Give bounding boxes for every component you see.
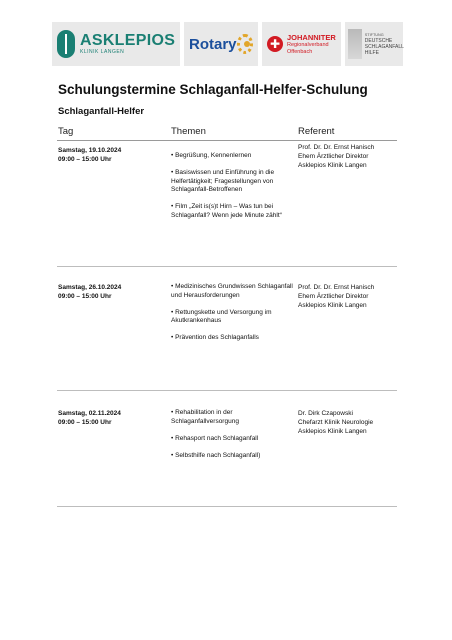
asklepios-logo <box>52 22 180 66</box>
row-divider <box>57 390 397 391</box>
column-header-referent: Referent <box>298 126 335 137</box>
topic-item: • Film „Zeit is(s)t Hirn – Was tun bei Schlaganfall? Wenn jede Minute zählt“ <box>171 203 282 219</box>
topic-item: • Rettungskette und Versorgung im Akutkrankenhaus <box>171 308 272 324</box>
stiftung-portrait-icon <box>348 29 362 59</box>
page-subtitle: Schlaganfall-Helfer <box>58 106 145 117</box>
session-referent <box>298 143 398 170</box>
referent-name: Prof. Dr. Dr. Ernst Hanisch <box>298 284 375 291</box>
rotary-logo <box>184 22 258 66</box>
johanniter-logo <box>262 22 341 66</box>
referent-clinic: Asklepios Klinik Langen <box>298 428 367 435</box>
referent-clinic: Asklepios Klinik Langen <box>298 302 367 309</box>
topic-item: • Medizinisches Grundwissen Schlaganfall und Herausforderungen <box>171 283 293 299</box>
asklepios-name: ASKLEPIOS <box>80 31 176 49</box>
rotary-wheel-icon <box>237 34 253 54</box>
session-date-cell <box>58 283 121 301</box>
page-title: Schulungstermine Schlaganfall-Helfer-Schulung <box>58 82 368 97</box>
referent-role: Chefarzt Klinik Neurologie <box>298 419 374 426</box>
stiftung-line-1: DEUTSCHE <box>364 37 393 44</box>
topic-item: • Rehasport nach Schlaganfall <box>171 434 259 442</box>
session-date: Samstag, 26.10.2024 <box>58 284 122 291</box>
asklepios-sub: KLINIK LANGEN <box>80 48 125 55</box>
session-time: 09:00 – 15:00 Uhr <box>58 419 112 426</box>
session-referent <box>298 283 398 310</box>
stiftung-line-2: SCHLAGANFALL <box>364 43 404 50</box>
row-divider <box>57 506 397 507</box>
session-topics <box>171 409 297 469</box>
session-date-cell <box>58 409 121 427</box>
session-referent <box>298 409 398 436</box>
johanniter-cross-icon: ✚ <box>267 36 283 52</box>
session-date-cell <box>58 146 121 164</box>
session-topics <box>171 283 297 351</box>
session-time: 09:00 – 15:00 Uhr <box>58 293 112 300</box>
referent-name: Prof. Dr. Dr. Ernst Hanisch <box>298 144 375 151</box>
topic-item: • Begrüßung, Kennenlernen <box>171 152 252 159</box>
session-date: Samstag, 02.11.2024 <box>58 410 121 417</box>
topic-item: • Rehabilitation in der Schlaganfallversorgung <box>171 409 239 425</box>
johanniter-name: JOHANNITER <box>287 32 336 42</box>
stiftung-logo <box>345 22 403 66</box>
session-topics <box>171 152 297 229</box>
referent-role: Ehem Ärztlicher Direktor <box>298 153 369 160</box>
table-header-divider <box>57 140 397 141</box>
referent-clinic: Asklepios Klinik Langen <box>298 162 367 169</box>
topic-item: • Basiswissen und Einführung in die Helfertätigkeit; Fragestellungen von Schlaganfall-Betroffenen <box>171 169 275 193</box>
topic-item: • Selbsthilfe nach Schlaganfall) <box>171 451 261 459</box>
stiftung-small: STIFTUNG <box>364 32 384 37</box>
column-header-themen: Themen <box>171 126 206 137</box>
asklepios-mark-icon <box>57 30 75 58</box>
logo-bar <box>52 22 404 66</box>
session-date: Samstag, 19.10.2024 <box>58 147 122 154</box>
session-time: 09:00 – 15:00 Uhr <box>58 156 112 163</box>
johanniter-sub-2: Offenbach <box>287 48 313 55</box>
referent-role: Ehem Ärztlicher Direktor <box>298 293 369 300</box>
johanniter-sub-1: Regionalverband <box>287 41 329 48</box>
row-divider <box>57 266 397 267</box>
rotary-name: Rotary <box>189 35 237 53</box>
referent-name: Dr. Dirk Czapowski <box>298 410 353 417</box>
stiftung-line-3: HILFE <box>364 49 379 56</box>
column-header-tag: Tag <box>58 126 74 137</box>
topic-item: • Prävention des Schlaganfalls <box>171 334 259 341</box>
